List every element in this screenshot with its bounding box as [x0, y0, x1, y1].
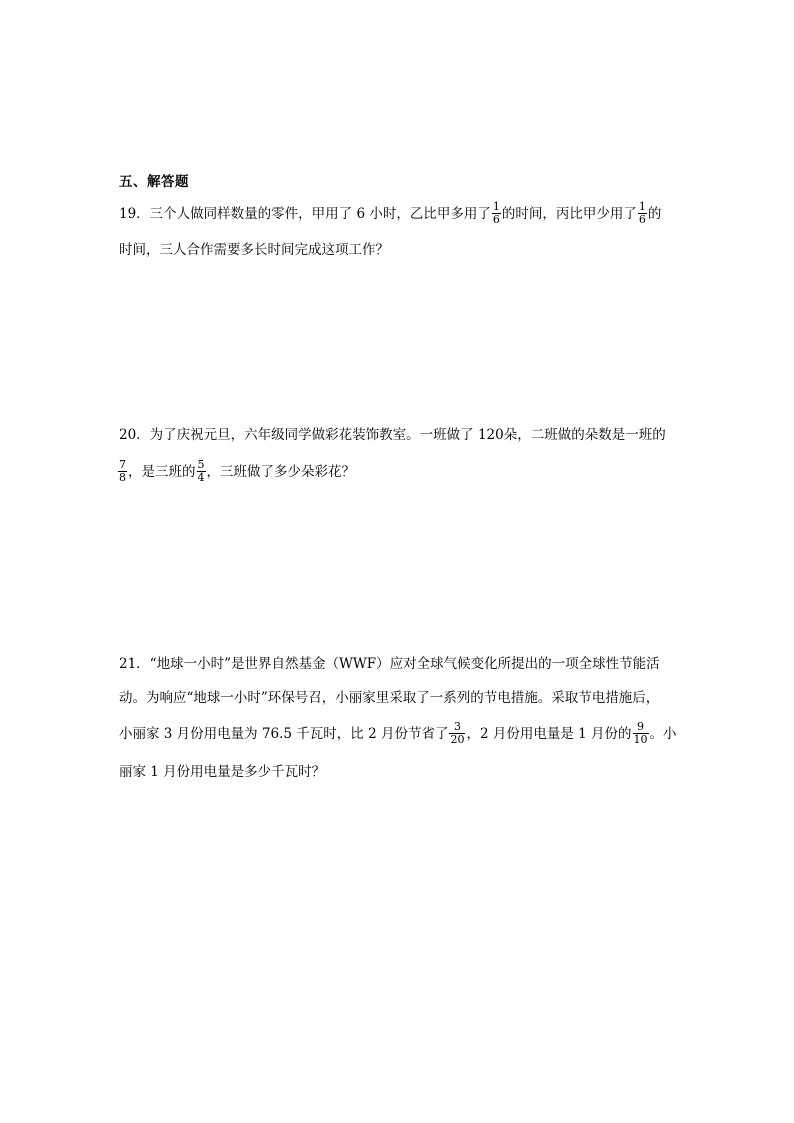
q20-text-a: ，是三班的: [128, 464, 196, 480]
q19-line-2: 时间，三人合作需要多长时间完成这项工作？: [119, 242, 389, 258]
q19-fraction-2: $\frac{1}{6}$: [638, 200, 646, 226]
q19-text-b: 的时间，丙比甲少用了: [501, 206, 637, 222]
q21-fraction-2: $\frac{9}{10}$: [633, 720, 648, 746]
q20-text-b: ，三班做了多少朵彩花？: [206, 464, 355, 480]
q20-fraction-2: $\frac{5}{4}$: [197, 458, 205, 484]
q21-line-3: [119, 722, 677, 747]
q19-text-c: 的: [647, 206, 662, 222]
q19-text-a: 19．三个人做同样数量的零件，甲用了 6 小时，乙比甲多用了: [119, 206, 491, 222]
q20-line-2: [117, 460, 355, 485]
q21-line-1: 21．“地球一小时”是世界自然基金（WWF）应对全球气候变化所提出的一项全球性节能活: [119, 656, 660, 672]
q21-fraction-1: $\frac{3}{20}$: [450, 720, 465, 746]
q21-line-4: 丽家 1 月份用电量是多少千瓦时？: [119, 764, 326, 780]
q21-text-b: ，2 月份用电量是 1 月份的: [466, 726, 632, 742]
q21-text-a: 小丽家 3 月份用电量为 76.5 千瓦时，比 2 月份节省了: [119, 726, 449, 742]
q20-line-1: 20．为了庆祝元旦，六年级同学做彩花装饰教室。一班做了 120朵，二班做的朵数是一班的: [119, 427, 666, 443]
q19-line-1: [119, 202, 661, 227]
q21-text-c: 。小: [649, 726, 677, 742]
q21-line-2: 动。为响应“地球一小时”环保号召，小丽家里采取了一系列的节电措施。采取节电措施后，: [119, 690, 660, 706]
q20-fraction-1: $\frac{7}{8}$: [119, 458, 126, 484]
q19-fraction-1: $\frac{1}{6}$: [492, 200, 500, 226]
section-heading: 五、解答题: [119, 174, 189, 190]
